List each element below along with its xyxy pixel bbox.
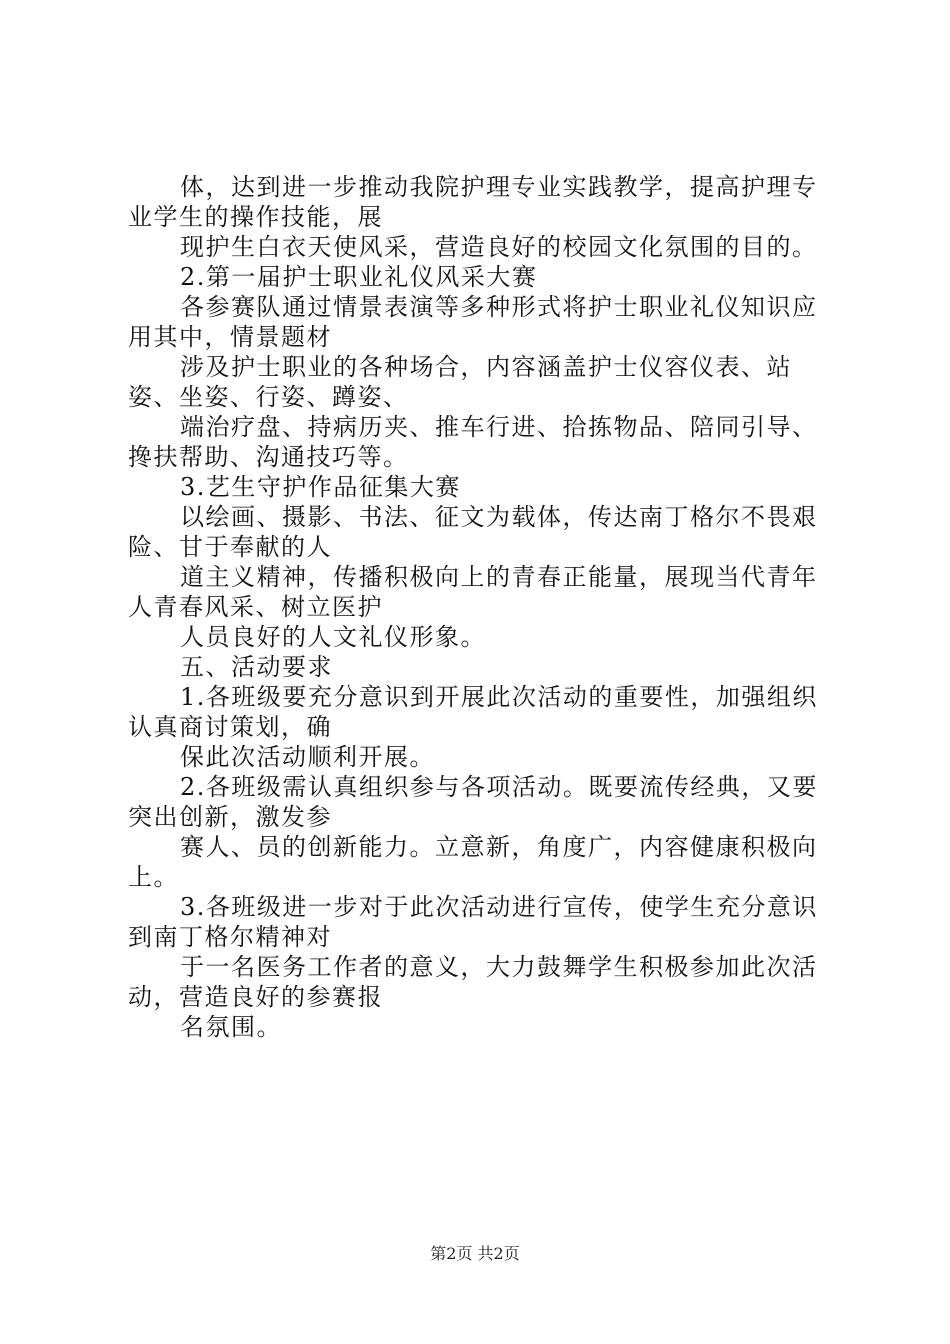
paragraph: 赛人、员的创新能力。立意新，角度广，内容健康积极向上。 xyxy=(128,833,818,891)
document-body xyxy=(128,172,838,1042)
paragraph: 1.各班级要充分意识到开展此次活动的重要性，加强组织认真商讨策划，确 xyxy=(128,683,818,741)
paragraph: 名氛围。 xyxy=(180,1013,282,1041)
paragraph: 各参赛队通过情景表演等多种形式将护士职业礼仪知识应用其中，情景题材 xyxy=(128,293,818,351)
page-number-footer: 第2页 共2页 xyxy=(430,1244,520,1263)
section-heading: 五、活动要求 xyxy=(180,653,333,681)
paragraph: 于一名医务工作者的意义，大力鼓舞学生积极参加此次活动，营造良好的参赛报 xyxy=(128,953,818,1011)
paragraph: 道主义精神，传播积极向上的青春正能量，展现当代青年人青春风采、树立医护 xyxy=(128,563,818,621)
section-heading: 2.第一届护士职业礼仪风采大赛 xyxy=(180,263,538,291)
section-heading: 3.艺生守护作品征集大赛 xyxy=(180,473,461,501)
paragraph: 涉及护士职业的各种场合，内容涵盖护士仪容仪表、站姿、坐姿、行姿、蹲姿、 xyxy=(128,353,792,411)
paragraph: 端治疗盘、持病历夹、推车行进、拾拣物品、陪同引导、搀扶帮助、沟通技巧等。 xyxy=(128,413,818,471)
paragraph: 保此次活动顺利开展。 xyxy=(180,743,435,771)
paragraph: 现护生白衣天使风采，营造良好的校园文化氛围的目的。 xyxy=(180,233,818,261)
paragraph: 体，达到进一步推动我院护理专业实践教学，提高护理专业学生的操作技能，展 xyxy=(128,173,818,231)
paragraph: 3.各班级进一步对于此次活动进行宣传，使学生充分意识到南丁格尔精神对 xyxy=(128,893,818,951)
paragraph: 人员良好的人文礼仪形象。 xyxy=(180,623,486,651)
paragraph: 以绘画、摄影、书法、征文为载体，传达南丁格尔不畏艰险、甘于奉献的人 xyxy=(128,503,818,561)
paragraph: 2.各班级需认真组织参与各项活动。既要流传经典，又要突出创新，激发参 xyxy=(128,773,818,831)
